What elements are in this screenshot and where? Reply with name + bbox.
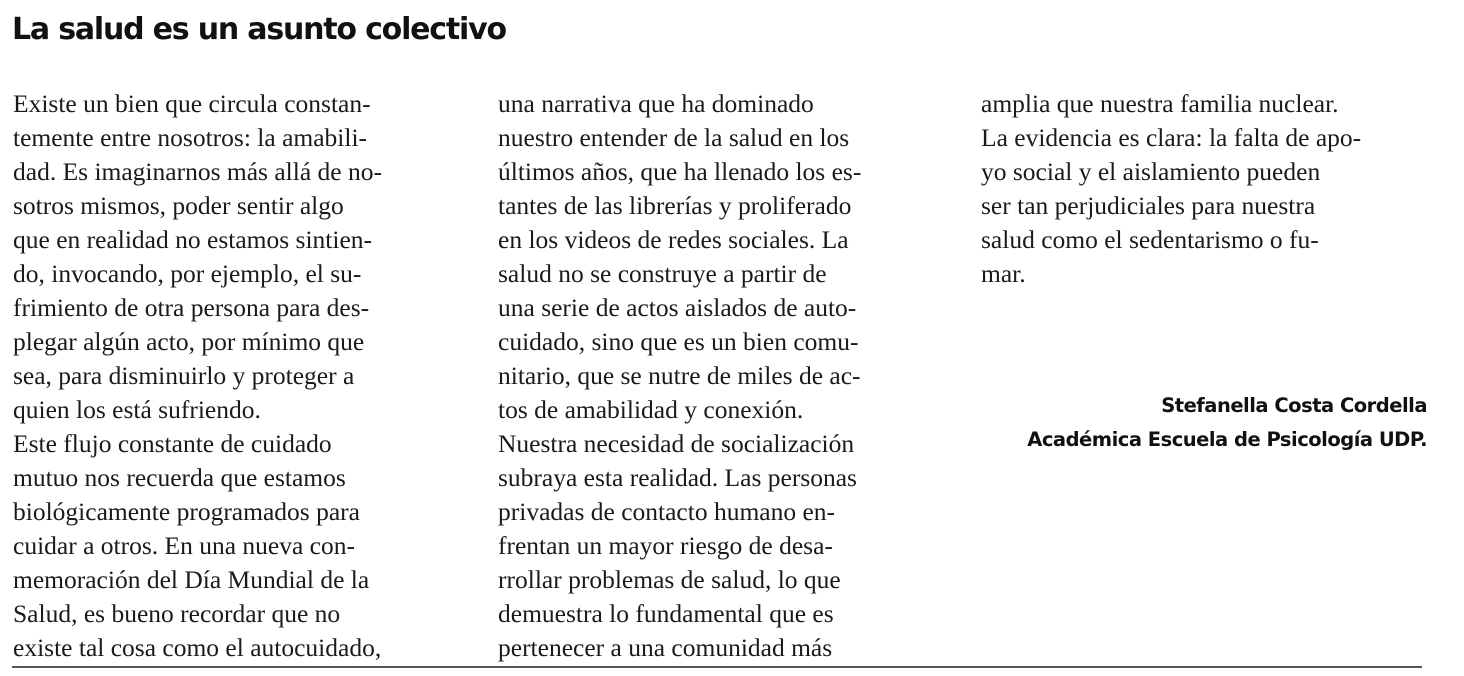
text-line: memoración del Día Mundial de la xyxy=(13,565,370,594)
article-column-3 xyxy=(981,87,1451,291)
text-line: subraya esta realidad. Las personas xyxy=(498,463,857,492)
author-signature xyxy=(1027,389,1427,457)
text-line: una serie de actos aislados de auto- xyxy=(498,293,857,322)
text-line: ser tan perjudiciales para nuestra xyxy=(981,191,1316,220)
article-headline: La salud es un asunto colectivo xyxy=(12,12,506,47)
text-line: que en realidad no estamos sintien- xyxy=(13,225,373,254)
text-line: existe tal cosa como el autocuidado, xyxy=(13,633,382,662)
text-line: nitario, que se nutre de miles de ac- xyxy=(498,361,861,390)
text-line: sea, para disminuirlo y proteger a xyxy=(13,361,355,390)
text-line: nuestro entender de la salud en los xyxy=(498,123,850,152)
text-line: Existe un bien que circula constan- xyxy=(13,89,371,118)
text-line: tantes de las librerías y proliferado xyxy=(498,191,852,220)
text-line: cuidar a otros. En una nueva con- xyxy=(13,531,355,560)
text-line: Este flujo constante de cuidado xyxy=(13,429,332,458)
author-role: Académica Escuela de Psicología UDP. xyxy=(1027,428,1427,451)
text-line: salud como el sedentarismo o fu- xyxy=(981,225,1319,254)
author-name: Stefanella Costa Cordella xyxy=(1161,394,1427,417)
text-line: salud no se construye a partir de xyxy=(498,259,827,288)
text-line: amplia que nuestra familia nuclear. xyxy=(981,89,1339,118)
text-line: dad. Es imaginarnos más allá de no- xyxy=(13,157,382,186)
text-line: yo social y el aislamiento pueden xyxy=(981,157,1321,186)
text-line: frimiento de otra persona para des- xyxy=(13,293,370,322)
text-line: La evidencia es clara: la falta de apo- xyxy=(981,123,1362,152)
article-column-1 xyxy=(13,87,483,665)
text-line: en los videos de redes sociales. La xyxy=(498,225,849,254)
text-line: tos de amabilidad y conexión. xyxy=(498,395,804,424)
text-line: demuestra lo fundamental que es xyxy=(498,599,834,628)
text-line: do, invocando, por ejemplo, el su- xyxy=(13,259,362,288)
text-line: temente entre nosotros: la amabili- xyxy=(13,123,368,152)
text-line: Salud, es bueno recordar que no xyxy=(13,599,341,628)
text-line: cuidado, sino que es un bien comu- xyxy=(498,327,859,356)
bottom-divider xyxy=(12,666,1422,668)
text-line: rrollar problemas de salud, lo que xyxy=(498,565,841,594)
text-line: Nuestra necesidad de socialización xyxy=(498,429,855,458)
text-line: sotros mismos, poder sentir algo xyxy=(13,191,344,220)
article-column-2 xyxy=(498,87,968,665)
text-line: pertenecer a una comunidad más xyxy=(498,633,833,662)
text-line: mar. xyxy=(981,259,1026,288)
text-line: mutuo nos recuerda que estamos xyxy=(13,463,346,492)
text-line: quien los está sufriendo. xyxy=(13,395,261,424)
text-line: una narrativa que ha dominado xyxy=(498,89,814,118)
text-line: privadas de contacto humano en- xyxy=(498,497,836,526)
text-line: biológicamente programados para xyxy=(13,497,360,526)
text-line: plegar algún acto, por mínimo que xyxy=(13,327,365,356)
text-line: frentan un mayor riesgo de desa- xyxy=(498,531,833,560)
text-line: últimos años, que ha llenado los es- xyxy=(498,157,862,186)
